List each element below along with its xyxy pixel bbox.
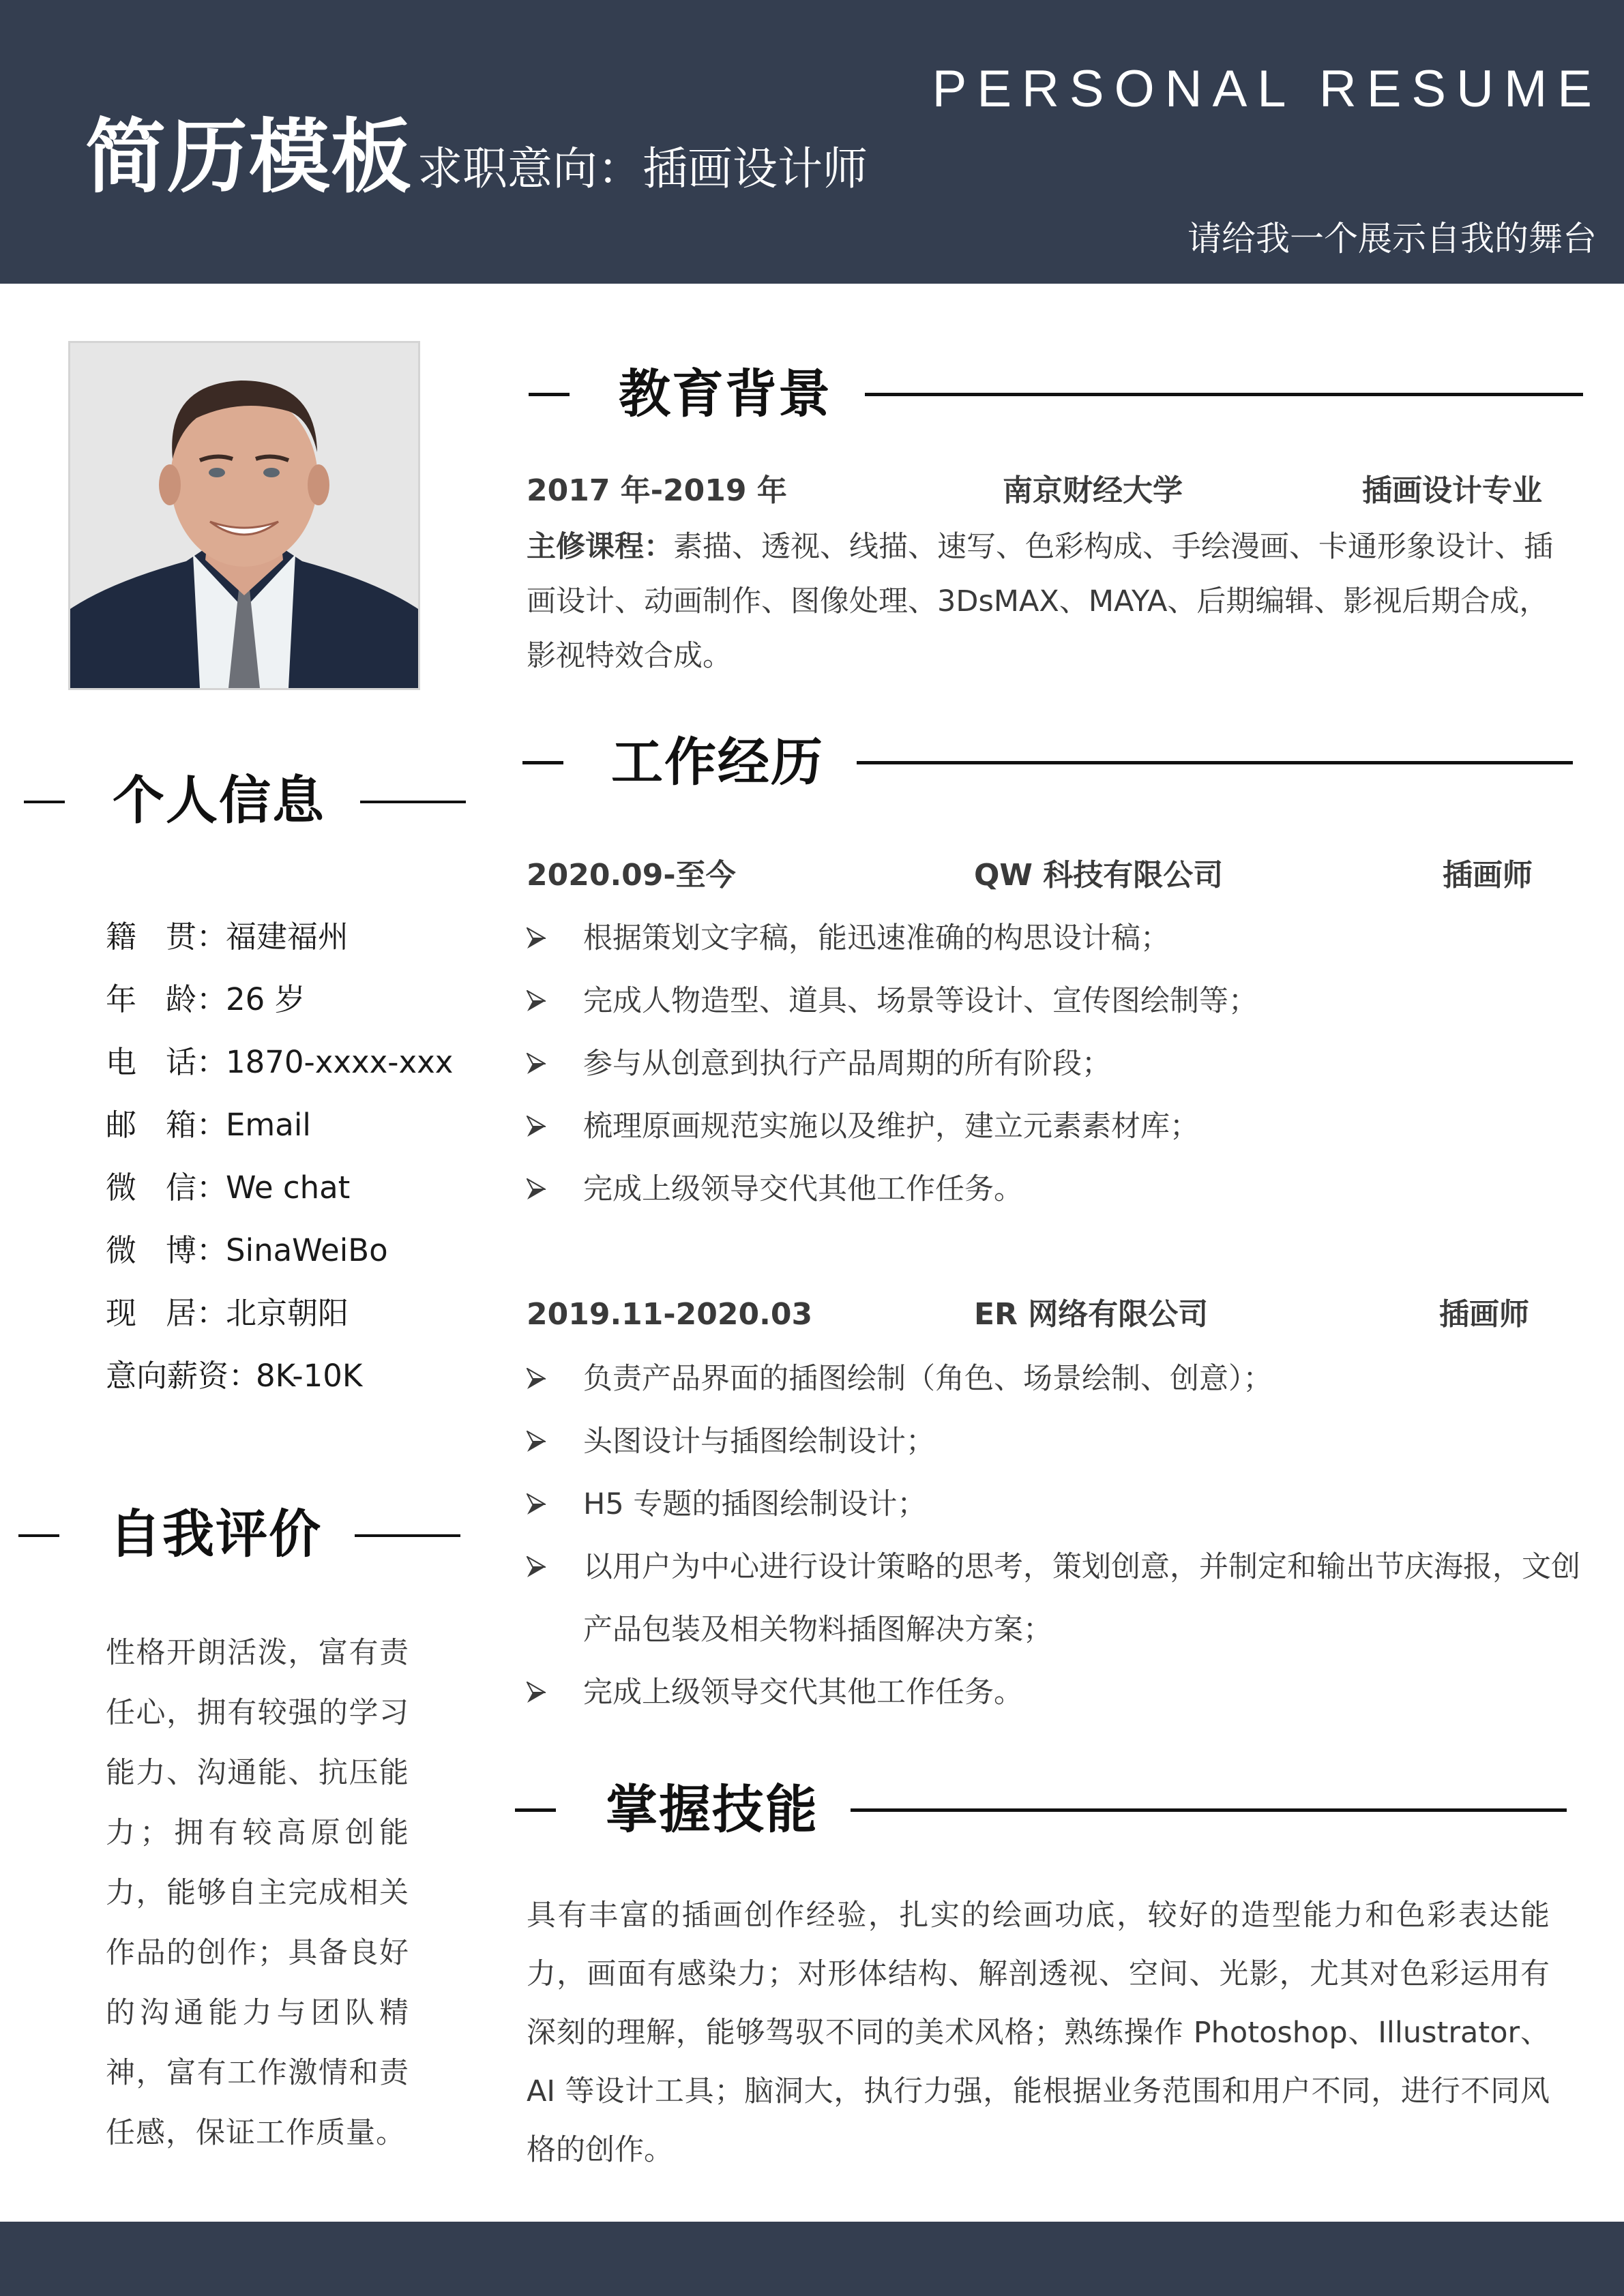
- title-dash-left: [24, 801, 65, 803]
- section-heading: 工作经历: [611, 732, 824, 792]
- bullet-text: 完成人物造型、道具、场景等设计、宣传图绘制等；: [583, 984, 1258, 1018]
- arrow-bullet-icon: [527, 1682, 546, 1703]
- bullet-text: 负责产品界面的插图绘制（角色、场景绘制、创意）；: [583, 1362, 1273, 1396]
- bullet-text: 完成上级领导交代其他工作任务。: [583, 1172, 1023, 1206]
- self-eval-text: 性格开朗活泼，富有责任心，拥有较强的学习能力、沟通能、抗压能力；拥有较高原创能力，能够自主完成相关作品的创作；具备良好的沟通能力与团队精神，富有工作激情和责任感，保证工作质量。: [106, 1636, 409, 2150]
- header-banner: [0, 0, 1624, 284]
- job-header-row: [527, 855, 1591, 896]
- title-dash-right: [355, 1534, 460, 1537]
- info-label: 微: [106, 1169, 137, 1206]
- bullet-item: [527, 1473, 1591, 1536]
- title-dash-right: [360, 801, 466, 803]
- edu-major: 插画设计专业: [1362, 473, 1542, 508]
- info-row-hometown: [106, 906, 488, 968]
- personal-info-list: [106, 906, 488, 1407]
- job-intent: 求职意向：插画设计师: [417, 143, 868, 195]
- info-label: 籍: [106, 919, 137, 955]
- info-row-age: [106, 968, 488, 1031]
- info-value: 北京朝阳: [226, 1295, 349, 1331]
- bullet-item: [527, 1158, 1591, 1221]
- bullet-item: [527, 1032, 1591, 1095]
- job-role: 插画师: [1443, 858, 1533, 893]
- arrow-bullet-icon: [527, 990, 546, 1012]
- bullet-text: H5 专题的插图绘制设计；: [583, 1487, 927, 1521]
- arrow-bullet-icon: [527, 927, 546, 949]
- title-dash-left: [522, 761, 563, 764]
- bullet-item: [527, 970, 1591, 1032]
- info-label: 电: [106, 1044, 137, 1080]
- info-row-wechat: [106, 1157, 488, 1219]
- title-dash-left: [515, 1808, 556, 1812]
- arrow-bullet-icon: [527, 1178, 546, 1200]
- info-label: 话：: [166, 1044, 228, 1080]
- section-title-personal-info: [0, 766, 477, 835]
- arrow-bullet-icon: [527, 1053, 546, 1075]
- info-value: We chat: [226, 1169, 351, 1206]
- info-row-salary: [106, 1345, 488, 1407]
- title-dash-left: [529, 393, 570, 396]
- info-value: 26 岁: [226, 981, 306, 1017]
- edu-period: 2017 年-2019 年: [527, 473, 787, 508]
- info-label: 箱：: [166, 1107, 228, 1143]
- info-label: 博：: [166, 1232, 228, 1268]
- info-label: 现: [106, 1295, 137, 1331]
- bullet-text: 完成上级领导交代其他工作任务。: [583, 1675, 1023, 1710]
- info-label: 居：: [166, 1295, 228, 1331]
- info-value: SinaWeiBo: [226, 1232, 388, 1268]
- bullet-text: 头图设计与插图绘制设计；: [583, 1425, 935, 1459]
- info-label: 信：: [166, 1169, 228, 1206]
- job-company: QW 科技有限公司: [974, 858, 1224, 893]
- arrow-bullet-icon: [527, 1493, 546, 1515]
- info-row-weibo: [106, 1219, 488, 1282]
- section-title-work: [522, 728, 1583, 796]
- job-header-row: [527, 1294, 1591, 1335]
- section-heading: 掌握技能: [606, 1779, 818, 1840]
- section-heading: 个人信息: [113, 770, 325, 831]
- bullet-item: [527, 907, 1591, 970]
- arrow-bullet-icon: [527, 1368, 546, 1390]
- bullet-text: 参与从创意到执行产品周期的所有阶段；: [583, 1047, 1111, 1081]
- info-value: 1870-xxxx-xxx: [226, 1044, 454, 1080]
- info-value: Email: [226, 1107, 311, 1143]
- info-label: 邮: [106, 1107, 137, 1143]
- arrow-bullet-icon: [527, 1431, 546, 1452]
- job-role: 插画师: [1439, 1297, 1529, 1332]
- info-label: 年: [106, 981, 137, 1017]
- section-title-self-eval: [0, 1500, 477, 1568]
- person-portrait-icon: [70, 343, 418, 688]
- section-heading: 自我评价: [109, 1504, 322, 1564]
- bullet-item: [527, 1095, 1591, 1158]
- info-value: 福建福州: [226, 919, 349, 955]
- info-row-email: [106, 1094, 488, 1157]
- skills-text: 具有丰富的插画创作经验，扎实的绘画功底，较好的造型能力和色彩表达能力，画面有感染力；对形体结构、解剖透视、空间、光影，尤其对色彩运用有深刻的理解，能够驾驭不同的美术风格；熟练操作 Photoshop、Illustrator、AI 等设计工具；脑洞大，执行力强，能根据业务范围和用户不同，进行不同风格的创作。: [527, 1898, 1550, 2167]
- title-dash-left: [18, 1534, 59, 1537]
- courses-label: 主修课程：: [527, 530, 673, 564]
- slogan: 请给我一个展示自我的舞台: [1187, 219, 1597, 258]
- info-value: 8K-10K: [256, 1358, 363, 1394]
- profile-photo: [68, 341, 420, 690]
- arrow-bullet-icon: [527, 1556, 546, 1578]
- bullet-item: [527, 1661, 1591, 1724]
- bullet-text: 根据策划文字稿，能迅速准确的构思设计稿；: [583, 921, 1170, 955]
- bullet-item: [527, 1347, 1591, 1410]
- resume-title: 简历模板: [85, 110, 413, 204]
- job-period: 2019.11-2020.03: [527, 1297, 813, 1332]
- english-title: PERSONAL RESUME: [932, 60, 1602, 118]
- info-label: 龄：: [166, 981, 228, 1017]
- job-bullets: [527, 1347, 1591, 1724]
- arrow-bullet-icon: [527, 1116, 546, 1137]
- courses-text: 素描、透视、线描、速写、色彩构成、手绘漫画、卡通形象设计、插画设计、动画制作、图像处理、3DsMAX、MAYA、后期编辑、影视后期合成，影视特效合成。: [527, 530, 1553, 673]
- section-heading: 教育背景: [619, 363, 831, 424]
- section-title-skills: [515, 1776, 1576, 1844]
- title-dash-right: [857, 761, 1573, 764]
- job-company: ER 网络有限公司: [974, 1297, 1209, 1332]
- bullet-text: 以用户为中心进行设计策略的思考，策划创意，并制定和输出节庆海报，文创产品包装及相关物料插图解决方案；: [583, 1550, 1580, 1647]
- info-label: 贯：: [166, 919, 228, 955]
- info-row-residence: [106, 1282, 488, 1345]
- info-label: 意向薪资：: [106, 1358, 260, 1394]
- footer-bar: [0, 2222, 1624, 2296]
- education-courses: [527, 520, 1563, 683]
- bullet-item: [527, 1410, 1591, 1473]
- section-title-education: [529, 360, 1589, 428]
- info-row-phone: [106, 1031, 488, 1094]
- job-bullets: [527, 907, 1591, 1221]
- title-dash-right: [851, 1808, 1567, 1812]
- bullet-text: 梳理原画规范实施以及维护，建立元素素材库；: [583, 1109, 1199, 1144]
- edu-school: 南京财经大学: [1003, 473, 1183, 508]
- title-dash-right: [865, 393, 1583, 396]
- job-period: 2020.09-至今: [527, 858, 736, 893]
- bullet-item: [527, 1536, 1591, 1661]
- education-header-row: [527, 471, 1591, 511]
- info-label: 微: [106, 1232, 137, 1268]
